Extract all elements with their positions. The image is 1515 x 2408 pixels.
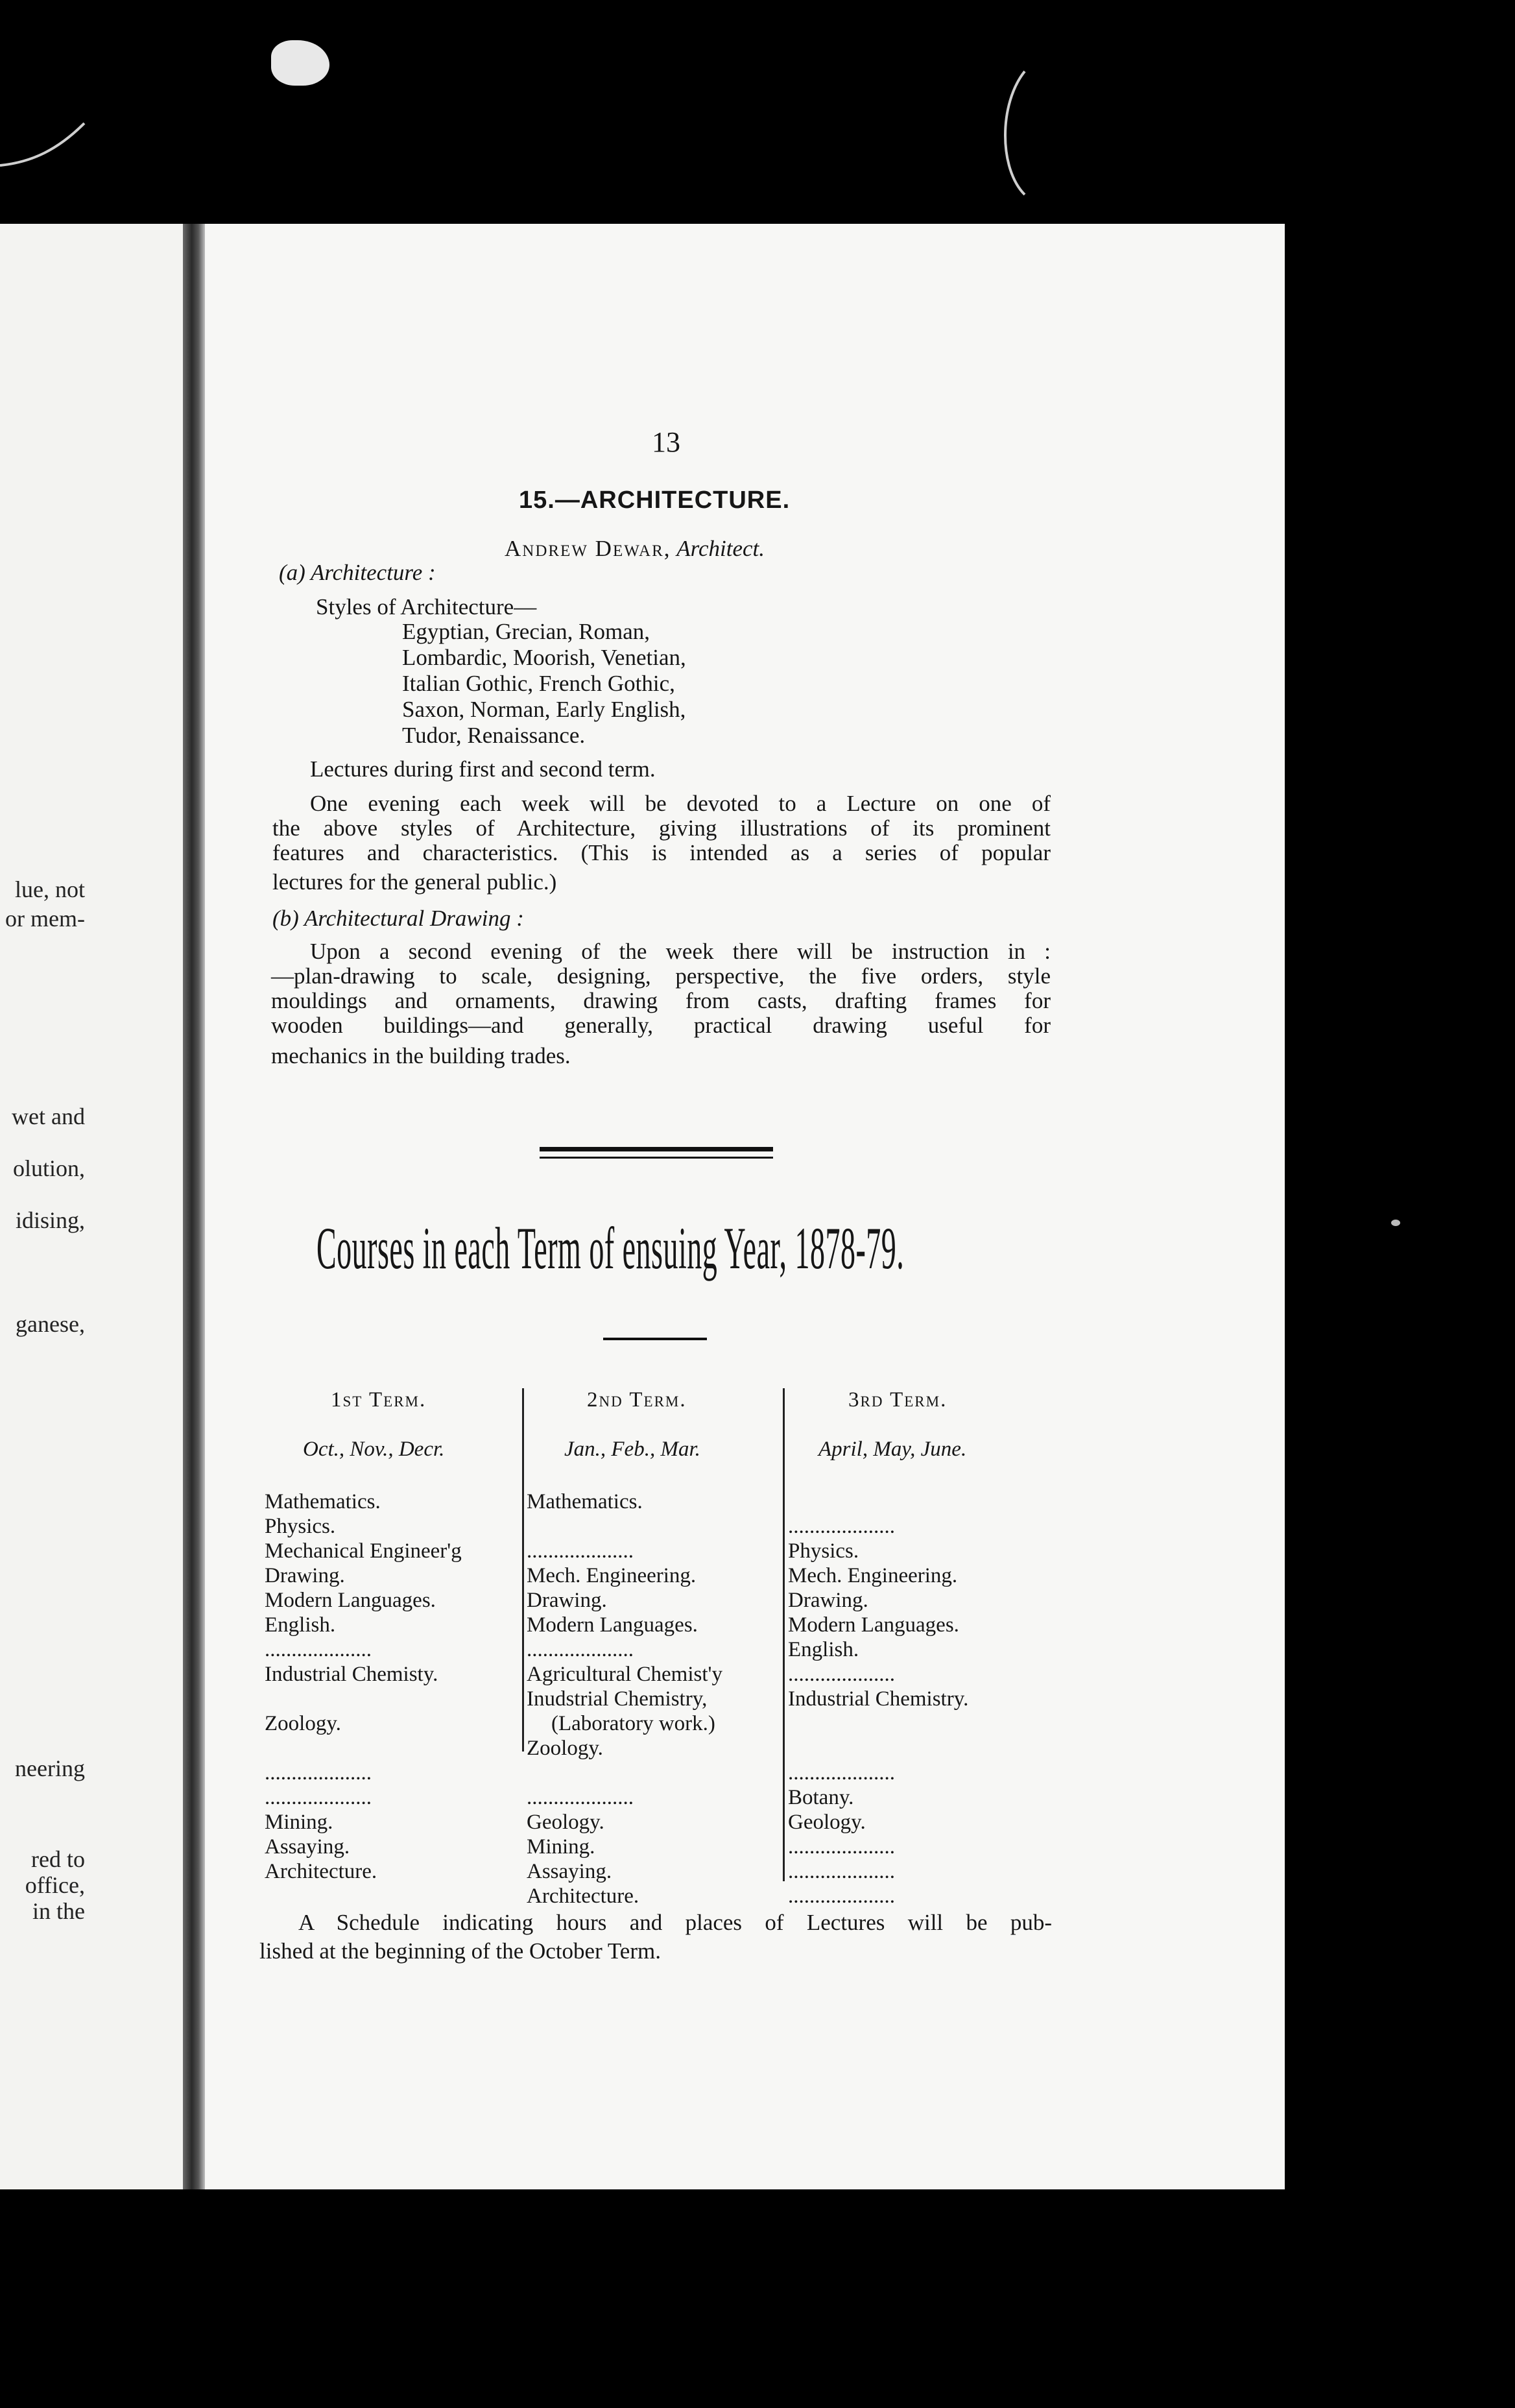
course-item [788,1736,1047,1761]
style-line: Italian Gothic, French Gothic, [402,671,675,696]
courses-heading: Courses in each Term of ensuing Year, 1878-79. [316,1215,905,1281]
course-item: .................... [788,1884,895,1908]
paragraph-drawing [271,939,1051,1038]
left-fragment-line: in the [32,1898,85,1924]
course-item: .................... [788,1515,895,1538]
term-months: Oct., Nov., Decr. [303,1438,445,1461]
paragraph-line: the above styles of Architecture, giving illustrations of its prominent [272,815,1051,841]
course-item: (Laboratory work.) [551,1712,715,1735]
left-fragment-line: wet and [12,1103,85,1129]
paragraph-line: features and characteristics. (This is intended as a series of popular [272,840,1051,865]
lectures-note: Lectures during first and second term. [310,756,656,782]
page-number: 13 [652,426,680,458]
divider-rule-thick [540,1147,773,1151]
paragraph-line: A Schedule indicating hours and places of Lectures will be pub- [298,1910,1052,1935]
term-course-list [527,1489,781,1908]
course-item: Zoology. [527,1737,603,1760]
course-item: .................... [265,1786,372,1809]
paper-fragment-speck [271,40,329,86]
paragraph-line: lectures for the general public.) [272,869,557,895]
column-divider [522,1388,524,1752]
course-item [265,1736,518,1761]
course-item: .................... [788,1761,895,1785]
course-item [788,1489,1047,1514]
course-item: Agricultural Chemist'y [527,1663,722,1686]
course-item: English. [265,1613,336,1637]
term-months: April, May, June. [818,1438,967,1461]
course-item: .................... [788,1663,895,1686]
subsection-marker: (b) [272,906,299,931]
subsection-label: Architectural Drawing : [304,906,524,931]
term-course-list [265,1489,518,1884]
left-fragment-line: lue, not [15,876,85,902]
course-item: Botany. [788,1786,854,1809]
paragraph-line: mechanics in the building trades. [271,1043,571,1068]
paragraph-line: Upon a second evening of the week there will be instruction in : [310,939,1051,964]
course-item: Drawing. [788,1589,868,1612]
course-item: .................... [265,1638,372,1661]
divider-rule-thin [540,1157,773,1159]
course-item: Mechanical Engineer'g [265,1539,462,1563]
schedule-note [259,1910,1052,1935]
section-heading: 15.—ARCHITECTURE. [519,487,791,514]
subsection-b [272,907,524,930]
left-fragment-line: neering [15,1755,85,1781]
term-heading: 3rd Term. [848,1388,948,1412]
course-item: Mech. Engineering. [527,1564,697,1587]
heading-underline [603,1338,707,1340]
course-item: Assaying. [527,1860,612,1883]
styles-intro: Styles of Architecture— [316,594,537,620]
course-item: Mining. [265,1811,333,1834]
paragraph-line: lished at the beginning of the October Term. [259,1938,661,1964]
course-item: .................... [527,1638,634,1661]
column-divider [783,1388,785,1881]
stray-curve [0,97,104,175]
course-item: Architecture. [265,1860,377,1883]
dust-speck [1391,1220,1400,1226]
left-fragment-line: or mem- [5,906,85,932]
paragraph-line: One evening each week will be devoted to a Lecture on one of [310,791,1051,816]
course-item: Modern Languages. [788,1613,959,1637]
style-line: Lombardic, Moorish, Venetian, [402,645,686,670]
paragraph-line: wooden buildings—and generally, practical drawing useful for [271,1013,1051,1038]
course-item: English. [788,1638,859,1661]
term-course-list [788,1489,1047,1908]
subsection-label: Architecture : [310,560,436,585]
course-item: Inudstrial Chemistry, [527,1687,708,1711]
paragraph-line: mouldings and ornaments, drawing from casts, drafting frames for [271,988,1051,1013]
course-item: Industrial Chemistry. [788,1687,969,1711]
course-item: Geology. [527,1811,604,1834]
style-line: Tudor, Renaissance. [402,723,586,748]
course-item: Drawing. [265,1564,345,1587]
left-fragment-line: olution, [12,1155,85,1181]
left-fragment-line: office, [25,1872,85,1898]
course-item: Mining. [527,1835,595,1859]
lecturer-title: Architect. [676,536,765,561]
lecturer-line [505,537,765,560]
subsection-marker: (a) [279,560,305,585]
left-fragment-line: ganese, [16,1311,85,1337]
paragraph-line: —plan-drawing to scale, designing, perspective, the five orders, style [271,963,1051,989]
course-item: Geology. [788,1811,866,1834]
term-heading: 1st Term. [331,1388,427,1412]
course-item: Assaying. [265,1835,350,1859]
course-item: Zoology. [265,1712,341,1735]
course-item: Mathematics. [527,1490,643,1513]
course-item [527,1514,781,1539]
paragraph-evening [272,791,1051,865]
course-item: Industrial Chemisty. [265,1663,438,1686]
left-fragment-line: red to [31,1846,85,1872]
course-item: Architecture. [527,1884,639,1908]
course-item: Physics. [788,1539,859,1563]
stray-bracket [986,65,1038,208]
book-gutter [183,224,205,2189]
style-line: Saxon, Norman, Early English, [402,697,686,722]
subsection-a [279,561,436,584]
left-fragment-line: idising, [15,1207,85,1233]
course-item: Modern Languages. [527,1613,698,1637]
term-months: Jan., Feb., Mar. [564,1438,700,1461]
course-item: Physics. [265,1515,336,1538]
course-item [788,1711,1047,1736]
course-item [265,1687,518,1711]
course-item: .................... [527,1539,634,1563]
lecturer-name: Andrew Dewar, [505,536,671,561]
course-item: Mech. Engineering. [788,1564,958,1587]
course-item: Mathematics. [265,1490,381,1513]
course-item: Drawing. [527,1589,607,1612]
course-item: .................... [788,1835,895,1859]
course-item: .................... [265,1761,372,1785]
term-heading: 2nd Term. [587,1388,687,1412]
course-item [527,1761,781,1785]
course-item: Modern Languages. [265,1589,436,1612]
course-item: .................... [527,1786,634,1809]
style-line: Egyptian, Grecian, Roman, [402,619,650,644]
course-item: .................... [788,1860,895,1883]
